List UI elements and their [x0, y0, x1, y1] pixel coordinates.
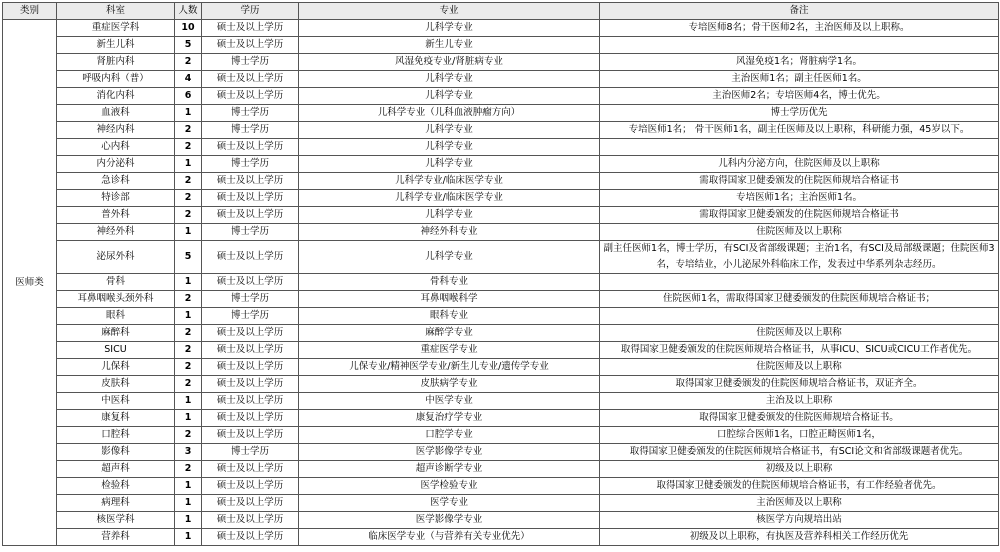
table-row: [3, 139, 999, 156]
table-row: [3, 20, 999, 37]
note-cell: 主治及以上职称: [600, 393, 999, 410]
count-cell: 1: [175, 156, 202, 173]
note-cell: 住院医师及以上职称: [600, 359, 999, 376]
education-cell: 硕士及以上学历: [202, 139, 299, 156]
count-cell: 3: [175, 444, 202, 461]
table-row: [3, 156, 999, 173]
count-cell: 1: [175, 308, 202, 325]
department-cell: 呼吸内科（普）: [57, 71, 175, 88]
education-cell: 硕士及以上学历: [202, 495, 299, 512]
count-cell: 1: [175, 410, 202, 427]
department-cell: 新生儿科: [57, 37, 175, 54]
education-cell: 硕士及以上学历: [202, 427, 299, 444]
note-cell: 初级及以上职称: [600, 461, 999, 478]
major-cell: 儿科学专业: [299, 156, 600, 173]
header-education: 学历: [202, 3, 299, 20]
major-cell: 耳鼻咽喉科学: [299, 291, 600, 308]
major-cell: 眼科专业: [299, 308, 600, 325]
note-cell: 主治医师1名；副主任医师1名。: [600, 71, 999, 88]
major-cell: 医学影像学专业: [299, 444, 600, 461]
education-cell: 硕士及以上学历: [202, 342, 299, 359]
department-cell: 神经外科: [57, 224, 175, 241]
education-cell: 硕士及以上学历: [202, 325, 299, 342]
department-cell: 内分泌科: [57, 156, 175, 173]
education-cell: 博士学历: [202, 156, 299, 173]
department-cell: 神经内科: [57, 122, 175, 139]
header-note: 备注: [600, 3, 999, 20]
department-cell: 泌尿外科: [57, 241, 175, 274]
note-cell: [600, 274, 999, 291]
education-cell: 博士学历: [202, 105, 299, 122]
education-cell: 硕士及以上学历: [202, 71, 299, 88]
education-cell: 博士学历: [202, 224, 299, 241]
major-cell: 新生儿专业: [299, 37, 600, 54]
note-cell: 取得国家卫健委颁发的住院医师规培合格证书，有SCI论文和省部级课题者优先。: [600, 444, 999, 461]
table-row: [3, 325, 999, 342]
count-cell: 1: [175, 512, 202, 529]
education-cell: 硕士及以上学历: [202, 20, 299, 37]
note-cell: 主治医师2名；专培医师4名，博士优先。: [600, 88, 999, 105]
table-row: [3, 359, 999, 376]
major-cell: 儿科学专业: [299, 241, 600, 274]
count-cell: 1: [175, 393, 202, 410]
major-cell: 神经外科专业: [299, 224, 600, 241]
note-cell: [600, 308, 999, 325]
department-cell: 中医科: [57, 393, 175, 410]
note-cell: 住院医师及以上职称: [600, 325, 999, 342]
major-cell: 康复治疗学专业: [299, 410, 600, 427]
table-row: [3, 495, 999, 512]
count-cell: 6: [175, 88, 202, 105]
count-cell: 2: [175, 139, 202, 156]
table-row: [3, 427, 999, 444]
department-cell: 血液科: [57, 105, 175, 122]
major-cell: 儿保专业/精神医学专业/新生儿专业/遗传学专业: [299, 359, 600, 376]
table-row: [3, 71, 999, 88]
department-cell: 儿保科: [57, 359, 175, 376]
department-cell: 消化内科: [57, 88, 175, 105]
major-cell: 超声诊断学专业: [299, 461, 600, 478]
department-cell: 病理科: [57, 495, 175, 512]
table-row: [3, 173, 999, 190]
table-row: [3, 37, 999, 54]
count-cell: 2: [175, 291, 202, 308]
note-cell: 需取得国家卫健委颁发的住院医师规培合格证书: [600, 207, 999, 224]
count-cell: 2: [175, 325, 202, 342]
education-cell: 硕士及以上学历: [202, 512, 299, 529]
department-cell: 急诊科: [57, 173, 175, 190]
department-cell: 康复科: [57, 410, 175, 427]
education-cell: 硕士及以上学历: [202, 461, 299, 478]
major-cell: 医学影像学专业: [299, 512, 600, 529]
table-row: [3, 444, 999, 461]
count-cell: 5: [175, 37, 202, 54]
department-cell: 营养科: [57, 529, 175, 546]
department-cell: 超声科: [57, 461, 175, 478]
department-cell: 肾脏内科: [57, 54, 175, 71]
table-row: [3, 291, 999, 308]
education-cell: 硕士及以上学历: [202, 274, 299, 291]
table-body: [3, 20, 999, 546]
table-row: [3, 122, 999, 139]
department-cell: 耳鼻咽喉头颈外科: [57, 291, 175, 308]
major-cell: 儿科学专业/临床医学专业: [299, 173, 600, 190]
major-cell: 医学专业: [299, 495, 600, 512]
header-count: 人数: [175, 3, 202, 20]
note-cell: 专培医师1名； 骨干医师1名，副主任医师及以上职称，科研能力强，45岁以下。: [600, 122, 999, 139]
count-cell: 2: [175, 376, 202, 393]
count-cell: 2: [175, 427, 202, 444]
major-cell: 骨科专业: [299, 274, 600, 291]
header-row: [3, 3, 999, 20]
count-cell: 1: [175, 478, 202, 495]
department-cell: 普外科: [57, 207, 175, 224]
major-cell: 儿科学专业: [299, 207, 600, 224]
table-row: [3, 207, 999, 224]
note-cell: 需取得国家卫健委颁发的住院医师规培合格证书: [600, 173, 999, 190]
major-cell: 儿科学专业: [299, 71, 600, 88]
note-cell: [600, 37, 999, 54]
education-cell: 硕士及以上学历: [202, 190, 299, 207]
education-cell: 硕士及以上学历: [202, 529, 299, 546]
count-cell: 2: [175, 342, 202, 359]
table-row: [3, 274, 999, 291]
table-row: [3, 376, 999, 393]
table-row: [3, 308, 999, 325]
table-row: [3, 529, 999, 546]
department-cell: 重症医学科: [57, 20, 175, 37]
education-cell: 硕士及以上学历: [202, 173, 299, 190]
count-cell: 10: [175, 20, 202, 37]
table-row: [3, 461, 999, 478]
education-cell: 硕士及以上学历: [202, 37, 299, 54]
header-department: 科室: [57, 3, 175, 20]
major-cell: 儿科学专业: [299, 20, 600, 37]
department-cell: 口腔科: [57, 427, 175, 444]
note-cell: 住院医师1名，需取得国家卫健委颁发的住院医师规培合格证书；: [600, 291, 999, 308]
education-cell: 博士学历: [202, 308, 299, 325]
table-row: [3, 190, 999, 207]
count-cell: 1: [175, 105, 202, 122]
note-cell: [600, 139, 999, 156]
table-row: [3, 88, 999, 105]
header-major: 专业: [299, 3, 600, 20]
note-cell: 取得国家卫健委颁发的住院医师规培合格证书。: [600, 410, 999, 427]
education-cell: 硕士及以上学历: [202, 207, 299, 224]
department-cell: 影像科: [57, 444, 175, 461]
count-cell: 2: [175, 461, 202, 478]
note-cell: 住院医师及以上职称: [600, 224, 999, 241]
education-cell: 硕士及以上学历: [202, 393, 299, 410]
major-cell: 医学检验专业: [299, 478, 600, 495]
major-cell: 皮肤病学专业: [299, 376, 600, 393]
note-cell: 风湿免疫1名；肾脏病学1名。: [600, 54, 999, 71]
education-cell: 硕士及以上学历: [202, 88, 299, 105]
table-row: [3, 224, 999, 241]
major-cell: 风湿免疫专业/肾脏病专业: [299, 54, 600, 71]
note-cell: 专培医师1名；主治医师1名。: [600, 190, 999, 207]
table-row: [3, 478, 999, 495]
table-row: [3, 241, 999, 274]
major-cell: 儿科学专业/临床医学专业: [299, 190, 600, 207]
department-cell: SICU: [57, 342, 175, 359]
education-cell: 硕士及以上学历: [202, 376, 299, 393]
table-row: [3, 512, 999, 529]
department-cell: 麻醉科: [57, 325, 175, 342]
note-cell: 取得国家卫健委颁发的住院医师规培合格证书，双证齐全。: [600, 376, 999, 393]
major-cell: 儿科学专业: [299, 139, 600, 156]
count-cell: 1: [175, 274, 202, 291]
education-cell: 硕士及以上学历: [202, 359, 299, 376]
count-cell: 1: [175, 495, 202, 512]
department-cell: 特诊部: [57, 190, 175, 207]
department-cell: 眼科: [57, 308, 175, 325]
education-cell: 博士学历: [202, 444, 299, 461]
count-cell: 2: [175, 54, 202, 71]
count-cell: 2: [175, 207, 202, 224]
note-cell: 核医学方向规培出站: [600, 512, 999, 529]
count-cell: 1: [175, 224, 202, 241]
note-cell: 初级及以上职称，有执医及营养科相关工作经历优先: [600, 529, 999, 546]
note-cell: 专培医师8名；骨干医师2名，主治医师及以上职称。: [600, 20, 999, 37]
major-cell: 中医学专业: [299, 393, 600, 410]
education-cell: 硕士及以上学历: [202, 478, 299, 495]
note-cell: 取得国家卫健委颁发的住院医师规培合格证书，从事ICU、SICU或CICU工作者优先。: [600, 342, 999, 359]
department-cell: 皮肤科: [57, 376, 175, 393]
count-cell: 2: [175, 122, 202, 139]
table-row: [3, 105, 999, 122]
education-cell: 硕士及以上学历: [202, 410, 299, 427]
education-cell: 博士学历: [202, 54, 299, 71]
note-cell: 儿科内分泌方向，住院医师及以上职称: [600, 156, 999, 173]
note-cell: 取得国家卫健委颁发的住院医师规培合格证书，有工作经验者优先。: [600, 478, 999, 495]
category-cell: 医师类: [3, 20, 57, 546]
count-cell: 1: [175, 529, 202, 546]
department-cell: 心内科: [57, 139, 175, 156]
table-row: [3, 54, 999, 71]
major-cell: 麻醉学专业: [299, 325, 600, 342]
major-cell: 口腔学专业: [299, 427, 600, 444]
recruitment-table: [2, 2, 999, 546]
count-cell: 4: [175, 71, 202, 88]
header-category: 类别: [3, 3, 57, 20]
major-cell: 儿科学专业: [299, 122, 600, 139]
department-cell: 骨科: [57, 274, 175, 291]
note-cell: 博士学历优先: [600, 105, 999, 122]
major-cell: 儿科学专业（儿科血液肿瘤方向）: [299, 105, 600, 122]
major-cell: 重症医学专业: [299, 342, 600, 359]
table-row: [3, 342, 999, 359]
education-cell: 博士学历: [202, 291, 299, 308]
major-cell: 临床医学专业（与营养有关专业优先）: [299, 529, 600, 546]
education-cell: 硕士及以上学历: [202, 241, 299, 274]
major-cell: 儿科学专业: [299, 88, 600, 105]
note-cell: 口腔综合医师1名，口腔正畸医师1名，: [600, 427, 999, 444]
department-cell: 核医学科: [57, 512, 175, 529]
table-row: [3, 410, 999, 427]
table-row: [3, 393, 999, 410]
count-cell: 2: [175, 359, 202, 376]
count-cell: 5: [175, 241, 202, 274]
education-cell: 博士学历: [202, 122, 299, 139]
count-cell: 2: [175, 173, 202, 190]
count-cell: 2: [175, 190, 202, 207]
department-cell: 检验科: [57, 478, 175, 495]
note-cell: 主治医师及以上职称: [600, 495, 999, 512]
note-cell: 副主任医师1名，博士学历，有SCI及省部级课题；主治1名，有SCI及局部级课题；住院医师3名，专培结业，小儿泌尿外科临床工作，发表过中华系列杂志经历。: [600, 241, 999, 274]
